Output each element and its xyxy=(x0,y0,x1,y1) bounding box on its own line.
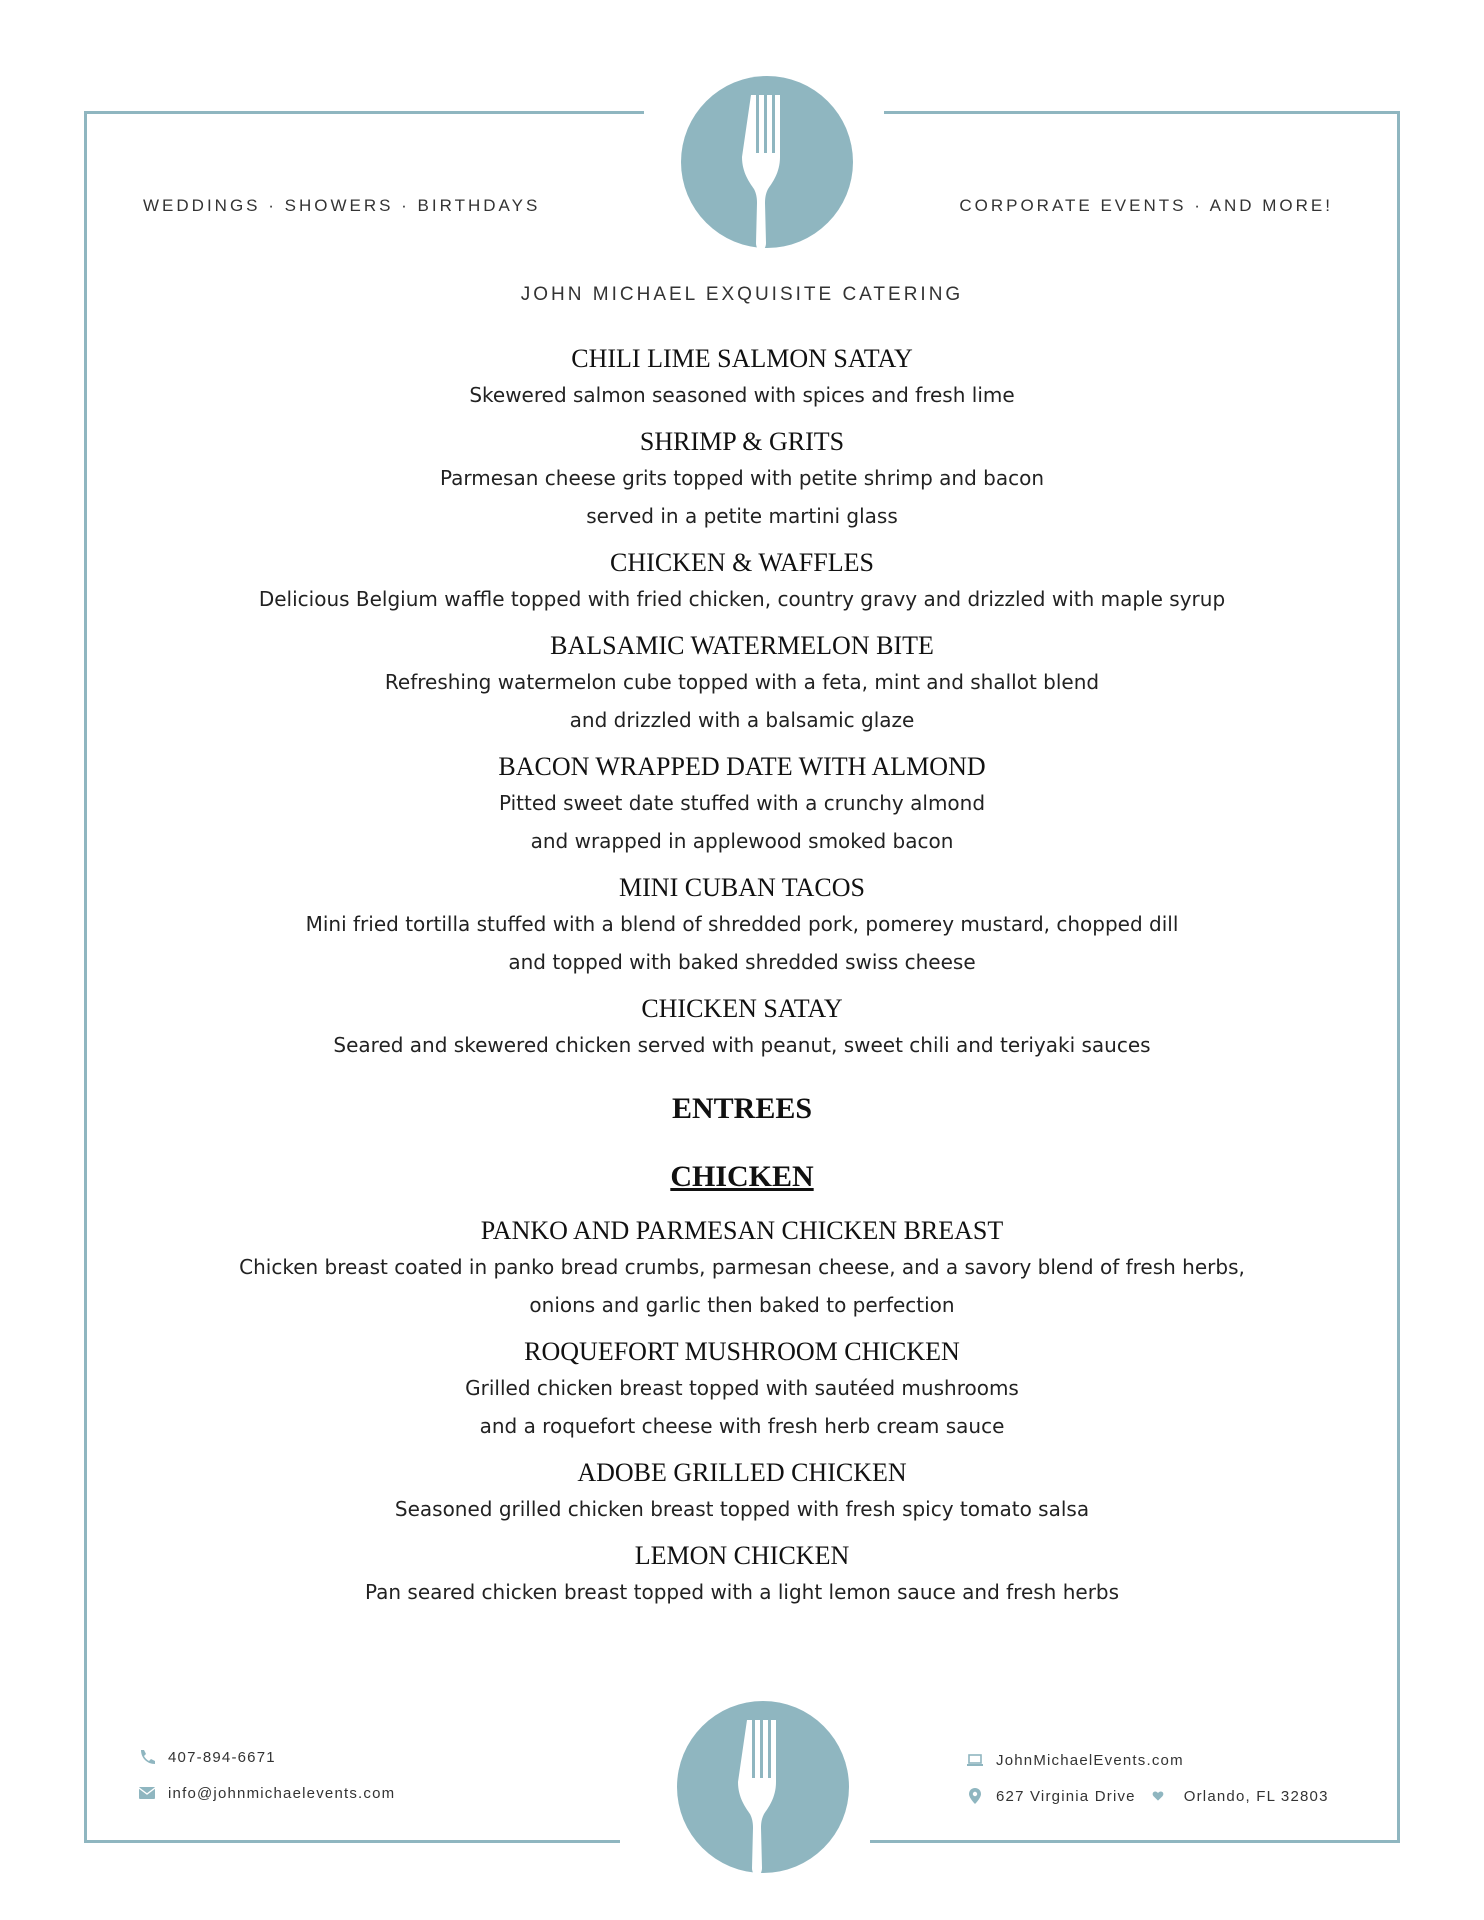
entrees-heading: ENTREES xyxy=(671,1092,813,1125)
menu-item-description: Pitted sweet date stuffed with a crunchy almond xyxy=(498,791,986,815)
menu-item-description: and wrapped in applewood smoked bacon xyxy=(530,829,954,853)
website-url: JohnMichaelEvents.com xyxy=(996,1751,1184,1769)
menu-item-description: Pan seared chicken breast topped with a light lemon sauce and fresh herbs xyxy=(364,1580,1120,1604)
laptop-icon xyxy=(966,1751,984,1769)
menu-item-name: ADOBE GRILLED CHICKEN xyxy=(577,1458,907,1487)
menu-item xyxy=(120,1539,1364,1611)
menu-item-description: Chicken breast coated in panko bread crumbs, parmesan cheese, and a savory blend of fresh herbs, xyxy=(239,1255,1245,1279)
menu-item-description: Seared and skewered chicken served with peanut, sweet chili and teriyaki sauces xyxy=(333,1033,1151,1057)
frame-top-left xyxy=(84,111,644,114)
email-address: info@johnmichaelevents.com xyxy=(168,1784,396,1802)
contact-phone xyxy=(138,1748,276,1766)
contact-address xyxy=(966,1787,1329,1805)
menu-item-description: and a roquefort cheese with fresh herb cream sauce xyxy=(479,1414,1005,1438)
menu-item-description: onions and garlic then baked to perfection xyxy=(529,1293,955,1317)
menu-item xyxy=(120,546,1364,618)
menu-item-description: and topped with baked shredded swiss cheese xyxy=(508,950,976,974)
menu-item-name: CHILI LIME SALMON SATAY xyxy=(571,344,913,373)
menu-item xyxy=(120,629,1364,739)
frame-right xyxy=(1397,111,1400,1843)
phone-icon xyxy=(138,1748,156,1766)
menu-item xyxy=(120,342,1364,414)
menu-item-name: PANKO AND PARMESAN CHICKEN BREAST xyxy=(480,1216,1004,1245)
fork-icon xyxy=(681,76,853,248)
menu-item-name: MINI CUBAN TACOS xyxy=(619,873,865,902)
menu-item xyxy=(120,1335,1364,1445)
menu-item xyxy=(120,425,1364,535)
envelope-icon xyxy=(138,1784,156,1802)
menu-item-description: Parmesan cheese grits topped with petite shrimp and bacon xyxy=(439,466,1044,490)
frame-top-right xyxy=(884,111,1400,114)
menu-item xyxy=(120,871,1364,981)
menu-item-description: Grilled chicken breast topped with sautéed mushrooms xyxy=(465,1376,1019,1400)
menu-item xyxy=(120,1456,1364,1528)
map-pin-icon xyxy=(966,1787,984,1805)
menu-item xyxy=(120,992,1364,1064)
city-state-zip: Orlando, FL 32803 xyxy=(1183,1787,1329,1805)
menu-item-description: and drizzled with a balsamic glaze xyxy=(569,708,915,732)
menu xyxy=(120,342,1364,1622)
frame-bottom-left xyxy=(84,1840,620,1843)
appetizer-list xyxy=(120,342,1364,1064)
menu-item-description: served in a petite martini glass xyxy=(586,504,898,528)
menu-item-description: Refreshing watermelon cube topped with a feta, mint and shallot blend xyxy=(384,670,1100,694)
menu-item-description: Delicious Belgium waffle topped with fried chicken, country gravy and drizzled with maple syrup xyxy=(258,587,1226,611)
heart-icon xyxy=(1152,1790,1164,1802)
phone-number: 407-894-6671 xyxy=(168,1748,276,1766)
menu-item xyxy=(120,1214,1364,1324)
fork-icon xyxy=(677,1701,849,1873)
menu-item-name: SHRIMP & GRITS xyxy=(639,427,845,456)
menu-item-name: CHICKEN SATAY xyxy=(641,994,843,1023)
chicken-heading: CHICKEN xyxy=(670,1160,814,1193)
menu-item-description: Mini fried tortilla stuffed with a blend of shredded pork, pomerey mustard, chopped dill xyxy=(305,912,1179,936)
tagline-left: WEDDINGS · SHOWERS · BIRTHDAYS xyxy=(143,196,541,215)
menu-item-description: Skewered salmon seasoned with spices and fresh lime xyxy=(469,383,1015,407)
menu-item xyxy=(120,750,1364,860)
menu-item-name: BALSAMIC WATERMELON BITE xyxy=(550,631,934,660)
chicken-list xyxy=(120,1214,1364,1611)
logo-top xyxy=(681,76,853,248)
brand-title: JOHN MICHAEL EXQUISITE CATERING xyxy=(520,284,964,305)
menu-item-name: LEMON CHICKEN xyxy=(634,1541,850,1570)
contact-email xyxy=(138,1784,395,1802)
tagline-right: CORPORATE EVENTS · AND MORE! xyxy=(959,196,1333,215)
frame-left xyxy=(84,111,87,1843)
menu-item-description: Seasoned grilled chicken breast topped with fresh spicy tomato salsa xyxy=(394,1497,1090,1521)
menu-item-name: CHICKEN & WAFFLES xyxy=(610,548,874,577)
street-address: 627 Virginia Drive xyxy=(996,1787,1136,1805)
menu-item-name: ROQUEFORT MUSHROOM CHICKEN xyxy=(524,1337,960,1366)
contact-website xyxy=(966,1751,1184,1769)
logo-bottom xyxy=(677,1701,849,1873)
menu-item-name: BACON WRAPPED DATE WITH ALMOND xyxy=(498,752,986,781)
frame-bottom-right xyxy=(870,1840,1400,1843)
